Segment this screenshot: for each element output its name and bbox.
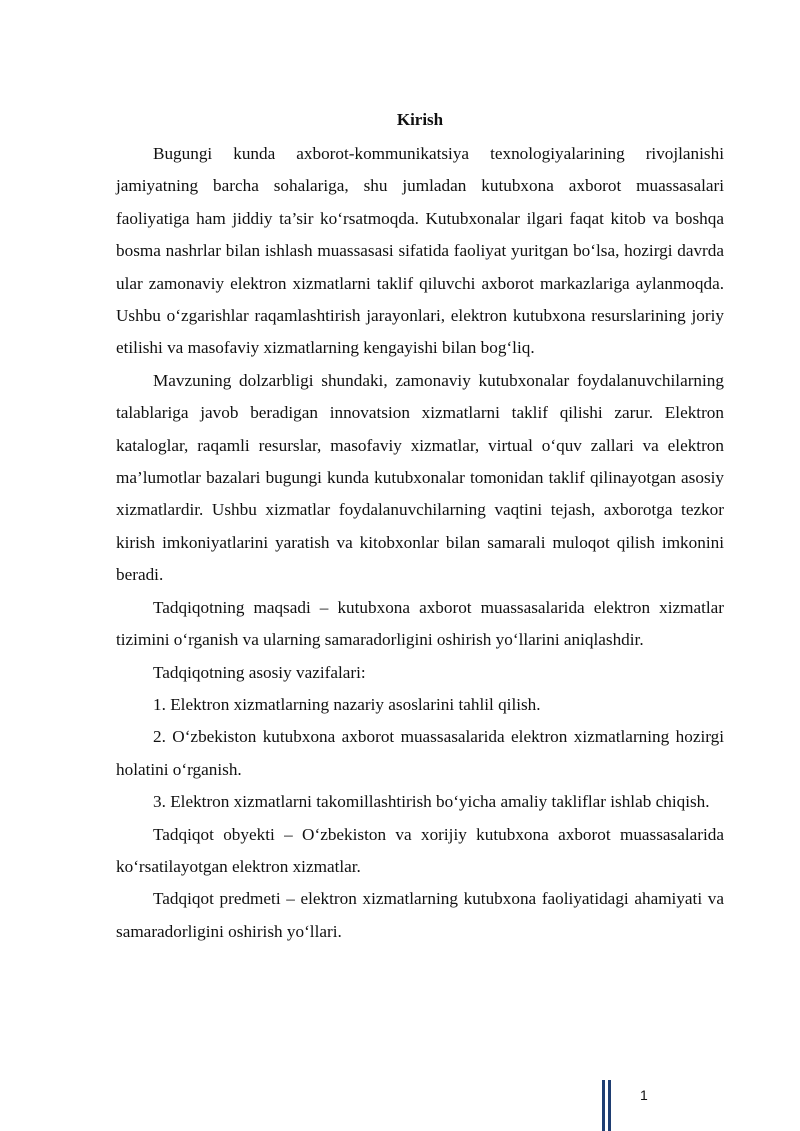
page-number: 1	[640, 1087, 648, 1103]
paragraph-relevance: Mavzuning dolzarbligi shundaki, zamonaviy kutubxonalar foydalanuvchilarning talablariga javob beradigan innovatsion xizmatlarni taklif qilishi zarur. Elektron kataloglar, raqamli resurslar, masofaviy xizmatlar, virtual o‘quv zallari va elektron ma’lumotlar bazalari bugungi kunda kutubxonalar tomonidan taklif qilinayotgan asosiy xizmatlardir. Ushbu xizmatlar foydalanuvchilarning vaqtini tejash, axborotga tezkor kirish imkoniyatlarini yaratish va kitobxonlar bilan samarali muloqot qilish imkonini beradi.	[116, 370, 724, 585]
footer-bar-right	[608, 1080, 611, 1131]
task-item-2: 2. O‘zbekiston kutubxona axborot muassasalarida elektron xizmatlarning hozirgi holatini o‘rganish.	[116, 727, 724, 779]
footer-bar-left	[602, 1080, 605, 1131]
paragraph-tasks-title: Tadqiqotning asosiy vazifalari:	[153, 662, 366, 682]
footer-decorative-bars	[602, 1080, 612, 1131]
task-item-3: 3. Elektron xizmatlarni takomillashtirish bo‘yicha amaliy takliflar ishlab chiqish.	[153, 792, 710, 812]
section-heading: Kirish	[396, 110, 444, 129]
paragraph-intro: Bugungi kunda axborot-kommunikatsiya texnologiyalarining rivojlanishi jamiyatning barcha sohalariga, shu jumladan kutubxona axborot muassasalari faoliyatiga ham jiddiy ta’sir ko‘rsatmoqda. Kutubxonalar ilgari faqat kitob va boshqa bosma nashrlar bilan ishlash muassasasi sifatida faoliyat yuritgan bo‘lsa, hozirgi davrda ular zamonaviy elektron xizmatlarni taklif qiluvchi axborot markazlariga aylanmoqda. Ushbu o‘zgarishlar raqamlashtirish jarayonlari, elektron kutubxona resurslarining joriy etilishi va masofaviy xizmatlarning kengayishi bilan bog‘liq.	[116, 144, 724, 358]
paragraph-goal: Tadqiqotning maqsadi – kutubxona axborot muassasalarida elektron xizmatlar tizimini o‘rganish va ularning samaradorligini oshirish yo‘llarini aniqlashdir.	[116, 597, 724, 650]
paragraph-object: Tadqiqot obyekti – O‘zbekiston va xorijiy kutubxona axborot muassasalarida ko‘rsatilayotgan elektron xizmatlar.	[116, 824, 724, 876]
task-item-1: 1. Elektron xizmatlarning nazariy asoslarini tahlil qilish.	[153, 694, 541, 714]
paragraph-subject: Tadqiqot predmeti – elektron xizmatlarning kutubxona faoliyatidagi ahamiyati va samaradorligini oshirish yo‘llari.	[116, 889, 724, 941]
body-text	[116, 138, 724, 948]
